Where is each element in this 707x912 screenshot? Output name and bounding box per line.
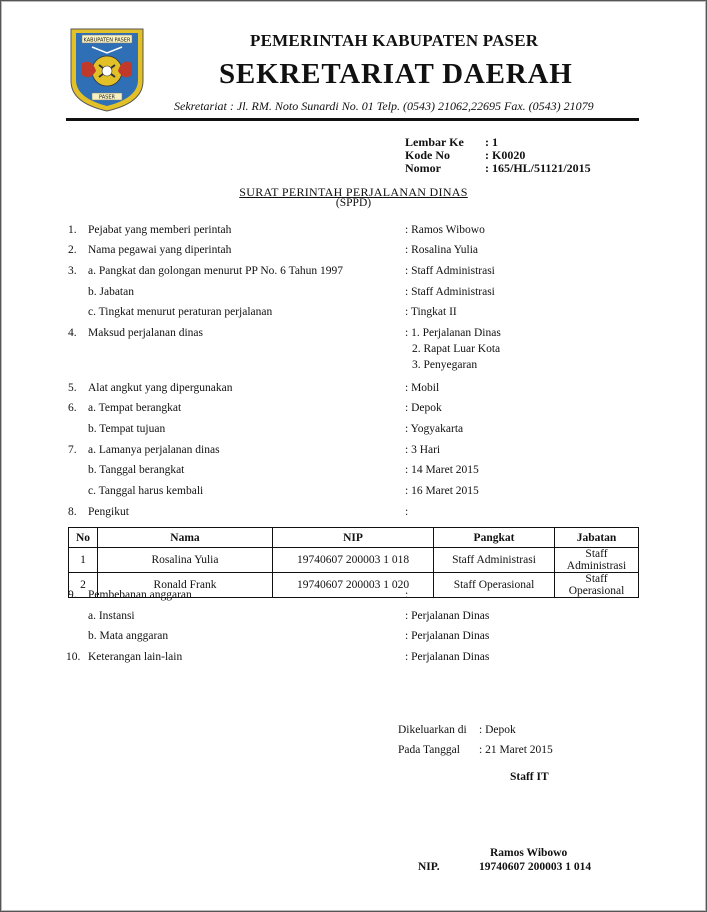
table-cell: 2 [69, 573, 98, 598]
item-number: 4. [68, 327, 77, 339]
item-value: : Perjalanan Dinas [405, 610, 490, 622]
table-cell: Ronald Frank [98, 573, 273, 598]
item-label: Pembebanan anggaran [88, 589, 192, 601]
item-label: b. Tanggal berangkat [88, 464, 185, 476]
item-label: a. Instansi [88, 610, 135, 622]
item-number: 5. [68, 382, 77, 394]
item-label: Pengikut [88, 506, 129, 518]
item-number: 8. [68, 506, 77, 518]
table-cell: Staff Administrasi [434, 548, 555, 573]
followers-table [68, 527, 639, 598]
issued-at-value: : Depok [479, 724, 516, 736]
item-value: : Rosalina Yulia [405, 244, 479, 256]
lembar-value: : 1 [485, 135, 498, 149]
item-number: 7. [68, 444, 77, 456]
item-value: : Tingkat II [405, 306, 457, 318]
column-header: Jabatan [555, 528, 639, 548]
item-value: : Depok [405, 402, 442, 414]
item-label: b. Mata anggaran [88, 630, 169, 642]
item-label: c. Tanggal harus kembali [88, 485, 204, 497]
item-value: : Perjalanan Dinas [405, 630, 490, 642]
item-value: : 1. Perjalanan Dinas [405, 327, 501, 339]
item-value: : Mobil [405, 382, 440, 394]
item-value: : 3 Hari [405, 444, 441, 456]
item-number: 6. [68, 402, 77, 414]
item-value: : 16 Maret 2015 [405, 485, 479, 497]
nip-label: NIP. [418, 861, 440, 873]
column-header: Nama [98, 528, 273, 548]
table-cell: 19740607 200003 1 018 [273, 548, 434, 573]
item-label: c. Tingkat menurut peraturan perjalanan [88, 306, 273, 318]
item-label: Pejabat yang memberi perintah [88, 224, 232, 236]
item-label: Nama pegawai yang diperintah [88, 244, 232, 256]
nomor-label: Nomor [405, 161, 441, 175]
item-label: Alat angkut yang dipergunakan [88, 382, 233, 394]
item-value: : 14 Maret 2015 [405, 464, 479, 476]
item-number: 3. [68, 265, 77, 277]
item-label: b. Tempat tujuan [88, 423, 166, 435]
item-label: b. Jabatan [88, 286, 134, 298]
date-value: : 21 Maret 2015 [479, 744, 553, 756]
column-header: NIP [273, 528, 434, 548]
nip-value: 19740607 200003 1 014 [479, 861, 592, 873]
item-number: 10. [66, 651, 81, 663]
secretariat-title: SEKRETARIAT DAERAH [219, 58, 573, 90]
signer-name: Ramos Wibowo [490, 847, 568, 859]
kabupaten-paser-emblem [68, 23, 146, 113]
item-label: a. Lamanya perjalanan dinas [88, 444, 220, 456]
column-header: Pangkat [434, 528, 555, 548]
item-number: 9. [68, 589, 77, 601]
item-value: : Perjalanan Dinas [405, 651, 490, 663]
table-cell: Rosalina Yulia [98, 548, 273, 573]
date-label: Pada Tanggal [398, 744, 460, 756]
item-value: : Staff Administrasi [405, 286, 495, 298]
item-number: 1. [68, 224, 77, 236]
svg-text:PASER: PASER [99, 94, 115, 101]
document-subtitle: (SPPD) [335, 197, 372, 209]
item-label: Keterangan lain-lain [88, 651, 183, 663]
nomor-value: : 165/HL/51121/2015 [485, 161, 591, 175]
table-cell: 19740607 200003 1 020 [273, 573, 434, 598]
lembar-label: Lembar Ke [405, 135, 464, 149]
svg-text:KABUPATEN PASER: KABUPATEN PASER [83, 37, 131, 44]
item-value: : [405, 589, 409, 601]
table-row [69, 548, 639, 573]
item-value: : [405, 506, 409, 518]
table-cell: Staff Operasional [555, 573, 639, 598]
table-cell: Staff Administrasi [555, 548, 639, 573]
issued-at-label: Dikeluarkan di [398, 724, 467, 736]
item-value: 2. Rapat Luar Kota [412, 343, 501, 355]
kode-label: Kode No [405, 148, 450, 162]
kode-value: : K0020 [485, 148, 526, 162]
header-divider [66, 118, 639, 121]
government-name: PEMERINTAH KABUPATEN PASER [250, 31, 539, 50]
item-label: Maksud perjalanan dinas [88, 327, 203, 339]
column-header: No [69, 528, 98, 548]
table-header-row [69, 528, 639, 548]
item-label: a. Pangkat dan golongan menurut PP No. 6 Tahun 1997 [88, 265, 344, 277]
item-value: 3. Penyegaran [412, 359, 478, 371]
office-address: Sekretariat : Jl. RM. Noto Sunardi No. 01 Telp. (0543) 21062,22695 Fax. (0543) 21079 [174, 99, 594, 113]
item-number: 2. [68, 244, 77, 256]
item-value: : Yogyakarta [405, 423, 464, 435]
signer-role: Staff IT [510, 771, 549, 783]
item-value: : Staff Administrasi [405, 265, 495, 277]
item-value: : Ramos Wibowo [405, 224, 485, 236]
table-cell: 1 [69, 548, 98, 573]
document-title: SURAT PERINTAH PERJALANAN DINAS [239, 185, 468, 199]
table-cell: Staff Operasional [434, 573, 555, 598]
item-label: a. Tempat berangkat [88, 402, 182, 414]
